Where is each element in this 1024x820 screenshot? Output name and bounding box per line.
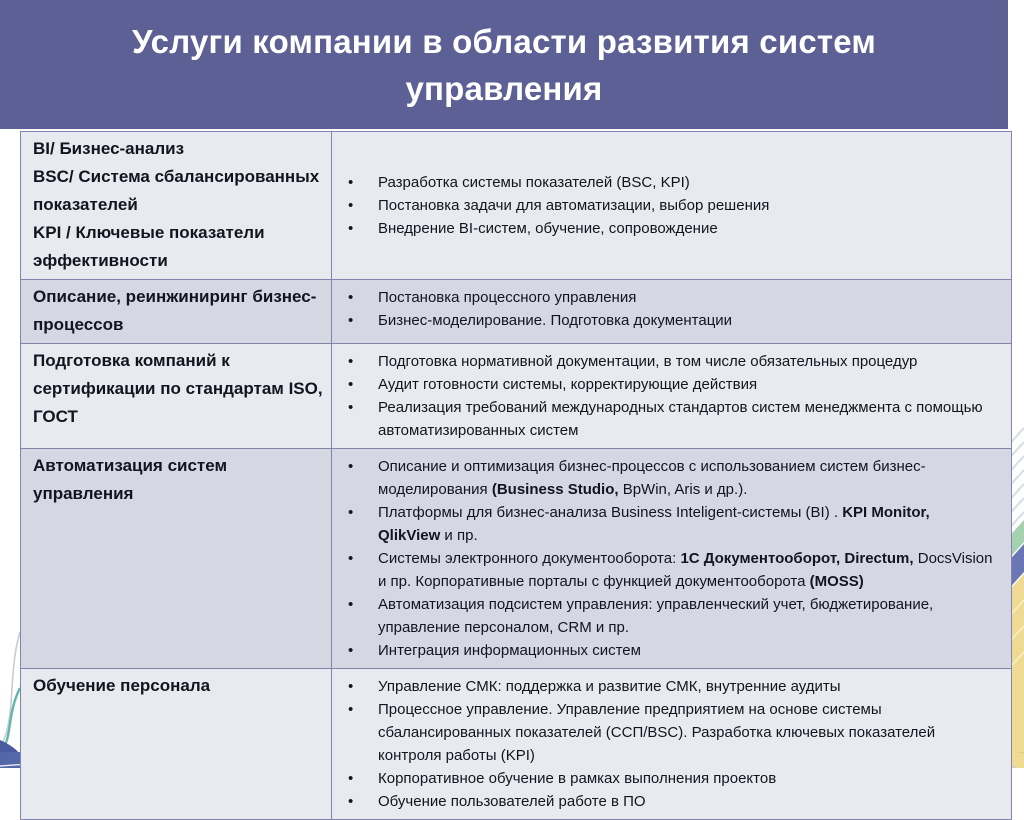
bullet-text: Внедрение BI-систем, обучение, сопровождение bbox=[378, 220, 718, 237]
service-category-cell bbox=[21, 344, 331, 448]
service-details-cell bbox=[331, 132, 1011, 279]
bullet-text: Процессное управление. Управление предприятием на основе системы сбалансированных показателей (ССП/BSC). Разработка ключевых показателей контроля работы (KPI) bbox=[378, 701, 936, 764]
bullet-text: Разработка системы показателей (BSC, KPI) bbox=[378, 174, 690, 191]
services-table bbox=[20, 131, 1012, 820]
bullet-text: Аудит готовности системы, корректирующие действия bbox=[378, 376, 758, 393]
bullet-text: Обучение пользователей работе в ПО bbox=[378, 793, 646, 810]
service-details-cell bbox=[331, 669, 1011, 819]
table-row bbox=[21, 668, 1011, 819]
service-category-cell bbox=[21, 449, 331, 668]
slide-title bbox=[132, 18, 876, 112]
table-row bbox=[21, 343, 1011, 448]
bullet-item bbox=[378, 639, 993, 662]
service-category-line: Описание, реинжиниринг бизнес-процессов bbox=[33, 287, 317, 334]
bullet-text: Постановка задачи для автоматизации, выбор решения bbox=[378, 197, 770, 214]
bullet-item bbox=[378, 547, 993, 593]
bullet-text-bold: (MOSS) bbox=[809, 573, 864, 590]
service-category-line: Автоматизация систем управления bbox=[33, 456, 228, 503]
service-category-line: Обучение персонала bbox=[33, 676, 211, 695]
bullet-text: Интеграция информационных систем bbox=[378, 642, 641, 659]
bullet-list bbox=[332, 350, 993, 442]
bullet-text: DocsVision и пр. Корпоративные порталы с функцией документооборота bbox=[378, 550, 993, 590]
bullet-item bbox=[378, 396, 993, 442]
service-category-cell bbox=[21, 669, 331, 819]
slide-title-line-2: управления bbox=[405, 69, 603, 107]
bullet-text: и пр. bbox=[440, 527, 478, 544]
table-row bbox=[21, 132, 1011, 279]
service-category-line: Подготовка компаний к сертификации по стандартам ISO, ГОСТ bbox=[33, 351, 323, 426]
bullet-text: BpWin, Aris и др.). bbox=[618, 481, 748, 498]
bullet-text: Системы электронного документооборота: bbox=[378, 550, 681, 567]
bullet-text: Платформы для бизнес-анализа Business Inteligent-системы (BI) . bbox=[378, 504, 843, 521]
bullet-text: Постановка процессного управления bbox=[378, 289, 637, 306]
bullet-list bbox=[332, 286, 993, 332]
bullet-item bbox=[378, 171, 993, 194]
bullet-text-bold: KPI Monitor, QlikView bbox=[378, 504, 930, 544]
bullet-item bbox=[378, 309, 993, 332]
service-category-line: BSC/ Система сбалансированных показателей bbox=[33, 167, 320, 214]
service-details-cell bbox=[331, 344, 1011, 448]
bullet-text: Реализация требований международных стандартов систем менеджмента с помощью автоматизированных систем bbox=[378, 399, 983, 439]
bullet-text-bold: (Business Studio, bbox=[491, 481, 619, 498]
bullet-text: Автоматизация подсистем управления: управленческий учет, бюджетирование, управление персоналом, CRM и пр. bbox=[378, 596, 934, 636]
service-category-cell bbox=[21, 132, 331, 279]
service-details-cell bbox=[331, 280, 1011, 343]
service-category-cell bbox=[21, 280, 331, 343]
slide-title-line-1: Услуги компании в области развития систем bbox=[132, 22, 876, 60]
bullet-item bbox=[378, 698, 993, 767]
bullet-item bbox=[378, 767, 993, 790]
bullet-list bbox=[332, 455, 993, 662]
bullet-item bbox=[378, 350, 993, 373]
bullet-item bbox=[378, 373, 993, 396]
bullet-text: Описание и оптимизация бизнес-процессов с использованием систем бизнес-моделирования bbox=[378, 458, 926, 498]
table-row bbox=[21, 448, 1011, 668]
bullet-text: Подготовка нормативной документации, в том числе обязательных процедур bbox=[378, 353, 918, 370]
bullet-item bbox=[378, 501, 993, 547]
bullet-text: Бизнес-моделирование. Подготовка документации bbox=[378, 312, 733, 329]
slide-header bbox=[0, 0, 1008, 129]
bullet-item bbox=[378, 790, 993, 813]
bullet-text-bold: 1С Документооборот, Directum, bbox=[680, 550, 914, 567]
service-category-line: BI/ Бизнес-анализ bbox=[33, 139, 185, 158]
bullet-text: Управление СМК: поддержка и развитие СМК, внутренние аудиты bbox=[378, 678, 841, 695]
bullet-list bbox=[332, 171, 993, 240]
bullet-list bbox=[332, 675, 993, 813]
service-details-cell bbox=[331, 449, 1011, 668]
bullet-item bbox=[378, 217, 993, 240]
table-row bbox=[21, 279, 1011, 343]
service-category-line: KPI / Ключевые показатели эффективности bbox=[33, 223, 265, 270]
bullet-item bbox=[378, 593, 993, 639]
bullet-item bbox=[378, 286, 993, 309]
bullet-item bbox=[378, 455, 993, 501]
bullet-item bbox=[378, 194, 993, 217]
bullet-text: Корпоративное обучение в рамках выполнения проектов bbox=[378, 770, 777, 787]
bullet-item bbox=[378, 675, 993, 698]
